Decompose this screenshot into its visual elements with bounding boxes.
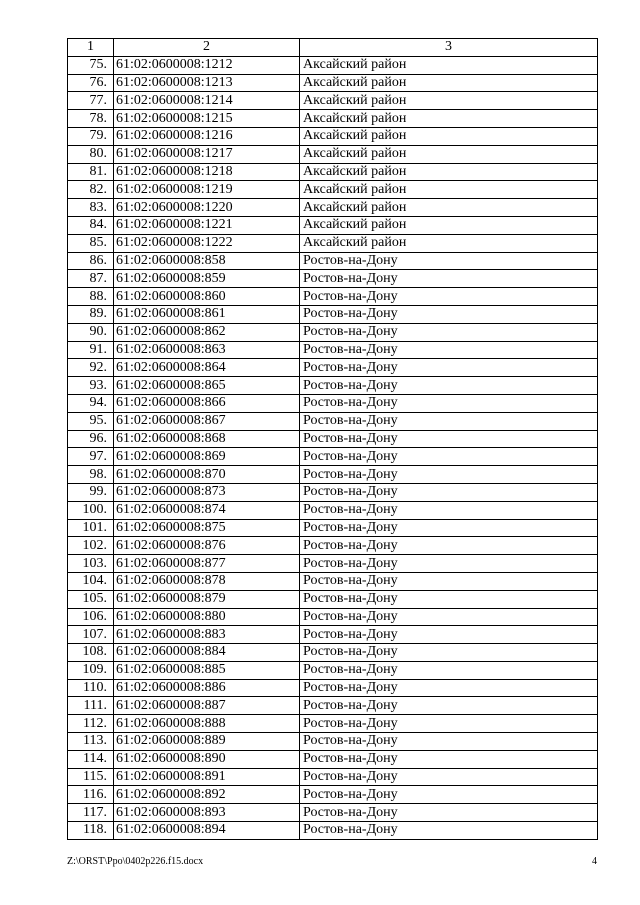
region-cell: Ростов-на-Дону — [300, 786, 598, 804]
table-row — [68, 430, 598, 448]
table-row — [68, 804, 598, 822]
cadastral-number-cell: 61:02:0600008:873 — [114, 483, 300, 501]
region-cell: Аксайский район — [300, 199, 598, 217]
table-row — [68, 733, 598, 751]
row-number-cell: 97. — [68, 448, 114, 466]
cadastral-number-cell: 61:02:0600008:874 — [114, 501, 300, 519]
table-row — [68, 572, 598, 590]
region-cell: Ростов-на-Дону — [300, 377, 598, 395]
table-row — [68, 252, 598, 270]
cadastral-number-cell: 61:02:0600008:1220 — [114, 199, 300, 217]
row-number-cell: 102. — [68, 537, 114, 555]
row-number-cell: 83. — [68, 199, 114, 217]
region-cell: Ростов-на-Дону — [300, 679, 598, 697]
region-cell: Ростов-на-Дону — [300, 288, 598, 306]
row-number-cell: 110. — [68, 679, 114, 697]
cadastral-number-cell: 61:02:0600008:886 — [114, 679, 300, 697]
row-number-cell: 115. — [68, 768, 114, 786]
cadastral-number-cell: 61:02:0600008:1216 — [114, 127, 300, 145]
cadastral-number-cell: 61:02:0600008:889 — [114, 733, 300, 751]
region-cell: Ростов-на-Дону — [300, 483, 598, 501]
table-row — [68, 288, 598, 306]
table-row — [68, 270, 598, 288]
cadastral-number-cell: 61:02:0600008:861 — [114, 305, 300, 323]
row-number-cell: 89. — [68, 305, 114, 323]
cadastral-number-cell: 61:02:0600008:1213 — [114, 74, 300, 92]
column-number-header: 1 — [68, 39, 114, 57]
cadastral-number-cell: 61:02:0600008:876 — [114, 537, 300, 555]
row-number-cell: 98. — [68, 466, 114, 484]
cadastral-number-cell: 61:02:0600008:860 — [114, 288, 300, 306]
region-cell: Ростов-на-Дону — [300, 590, 598, 608]
row-number-cell: 108. — [68, 644, 114, 662]
table-row — [68, 305, 598, 323]
cadastral-number-cell: 61:02:0600008:869 — [114, 448, 300, 466]
row-number-cell: 77. — [68, 92, 114, 110]
cadastral-number-cell: 61:02:0600008:883 — [114, 626, 300, 644]
table-row — [68, 626, 598, 644]
table-row — [68, 110, 598, 128]
table-row — [68, 697, 598, 715]
row-number-cell: 106. — [68, 608, 114, 626]
table-row — [68, 644, 598, 662]
table-row — [68, 127, 598, 145]
row-number-cell: 81. — [68, 163, 114, 181]
region-cell: Ростов-на-Дону — [300, 448, 598, 466]
cadastral-number-cell: 61:02:0600008:864 — [114, 359, 300, 377]
table-row — [68, 323, 598, 341]
row-number-cell: 94. — [68, 394, 114, 412]
cadastral-number-cell: 61:02:0600008:1217 — [114, 145, 300, 163]
cadastral-number-cell: 61:02:0600008:862 — [114, 323, 300, 341]
region-cell: Ростов-на-Дону — [300, 305, 598, 323]
row-number-cell: 111. — [68, 697, 114, 715]
table-row — [68, 448, 598, 466]
row-number-cell: 86. — [68, 252, 114, 270]
cadastral-number-cell: 61:02:0600008:1215 — [114, 110, 300, 128]
row-number-cell: 101. — [68, 519, 114, 537]
row-number-cell: 91. — [68, 341, 114, 359]
region-cell: Ростов-на-Дону — [300, 626, 598, 644]
cadastral-number-cell: 61:02:0600008:893 — [114, 804, 300, 822]
row-number-cell: 90. — [68, 323, 114, 341]
region-cell: Аксайский район — [300, 181, 598, 199]
row-number-cell: 96. — [68, 430, 114, 448]
row-number-cell: 104. — [68, 572, 114, 590]
table-row — [68, 483, 598, 501]
row-number-cell: 75. — [68, 56, 114, 74]
row-number-cell: 109. — [68, 661, 114, 679]
region-cell: Аксайский район — [300, 110, 598, 128]
region-cell: Ростов-на-Дону — [300, 768, 598, 786]
footer-file-path: Z:\ORST\Ppo\0402p226.f15.docx — [67, 856, 204, 867]
region-cell: Ростов-на-Дону — [300, 501, 598, 519]
row-number-cell: 113. — [68, 733, 114, 751]
table-row — [68, 412, 598, 430]
row-number-cell: 78. — [68, 110, 114, 128]
region-cell: Ростов-на-Дону — [300, 537, 598, 555]
column-cadastral-header: 2 — [114, 39, 300, 57]
cadastral-number-cell: 61:02:0600008:863 — [114, 341, 300, 359]
table-row — [68, 466, 598, 484]
table-row — [68, 163, 598, 181]
region-cell: Ростов-на-Дону — [300, 644, 598, 662]
cadastral-number-cell: 61:02:0600008:866 — [114, 394, 300, 412]
region-cell: Ростов-на-Дону — [300, 804, 598, 822]
cadastral-number-cell: 61:02:0600008:1222 — [114, 234, 300, 252]
cadastral-number-cell: 61:02:0600008:878 — [114, 572, 300, 590]
cadastral-number-cell: 61:02:0600008:879 — [114, 590, 300, 608]
row-number-cell: 95. — [68, 412, 114, 430]
table-row — [68, 608, 598, 626]
table-row — [68, 181, 598, 199]
table-row — [68, 750, 598, 768]
cadastral-number-cell: 61:02:0600008:884 — [114, 644, 300, 662]
cadastral-number-cell: 61:02:0600008:868 — [114, 430, 300, 448]
cadastral-number-cell: 61:02:0600008:892 — [114, 786, 300, 804]
row-number-cell: 80. — [68, 145, 114, 163]
row-number-cell: 79. — [68, 127, 114, 145]
footer-page-number: 4 — [592, 856, 597, 867]
table-row — [68, 786, 598, 804]
row-number-cell: 84. — [68, 216, 114, 234]
table-row — [68, 56, 598, 74]
table-row — [68, 679, 598, 697]
parcel-table — [67, 38, 598, 840]
region-cell: Ростов-на-Дону — [300, 359, 598, 377]
row-number-cell: 105. — [68, 590, 114, 608]
region-cell: Ростов-на-Дону — [300, 697, 598, 715]
cadastral-number-cell: 61:02:0600008:880 — [114, 608, 300, 626]
cadastral-number-cell: 61:02:0600008:888 — [114, 715, 300, 733]
table-row — [68, 519, 598, 537]
row-number-cell: 88. — [68, 288, 114, 306]
row-number-cell: 99. — [68, 483, 114, 501]
region-cell: Аксайский район — [300, 127, 598, 145]
cadastral-number-cell: 61:02:0600008:1218 — [114, 163, 300, 181]
row-number-cell: 117. — [68, 804, 114, 822]
region-cell: Ростов-на-Дону — [300, 430, 598, 448]
table-header-row — [68, 39, 598, 57]
table-row — [68, 216, 598, 234]
row-number-cell: 76. — [68, 74, 114, 92]
cadastral-number-cell: 61:02:0600008:891 — [114, 768, 300, 786]
table-row — [68, 555, 598, 573]
cadastral-number-cell: 61:02:0600008:865 — [114, 377, 300, 395]
row-number-cell: 93. — [68, 377, 114, 395]
region-cell: Аксайский район — [300, 163, 598, 181]
region-cell: Ростов-на-Дону — [300, 270, 598, 288]
region-cell: Ростов-на-Дону — [300, 572, 598, 590]
region-cell: Аксайский район — [300, 145, 598, 163]
cadastral-number-cell: 61:02:0600008:890 — [114, 750, 300, 768]
region-cell: Ростов-на-Дону — [300, 715, 598, 733]
cadastral-number-cell: 61:02:0600008:885 — [114, 661, 300, 679]
cadastral-number-cell: 61:02:0600008:870 — [114, 466, 300, 484]
row-number-cell: 107. — [68, 626, 114, 644]
region-cell: Аксайский район — [300, 92, 598, 110]
table-row — [68, 92, 598, 110]
region-cell: Ростов-на-Дону — [300, 466, 598, 484]
table-row — [68, 590, 598, 608]
row-number-cell: 114. — [68, 750, 114, 768]
cadastral-number-cell: 61:02:0600008:858 — [114, 252, 300, 270]
cadastral-number-cell: 61:02:0600008:877 — [114, 555, 300, 573]
table-row — [68, 74, 598, 92]
cadastral-number-cell: 61:02:0600008:1212 — [114, 56, 300, 74]
cadastral-number-cell: 61:02:0600008:867 — [114, 412, 300, 430]
table-row — [68, 145, 598, 163]
region-cell: Ростов-на-Дону — [300, 822, 598, 840]
table-row — [68, 501, 598, 519]
region-cell: Ростов-на-Дону — [300, 394, 598, 412]
row-number-cell: 85. — [68, 234, 114, 252]
table-row — [68, 768, 598, 786]
row-number-cell: 87. — [68, 270, 114, 288]
region-cell: Ростов-на-Дону — [300, 555, 598, 573]
region-cell: Ростов-на-Дону — [300, 341, 598, 359]
table-row — [68, 359, 598, 377]
row-number-cell: 92. — [68, 359, 114, 377]
region-cell: Аксайский район — [300, 234, 598, 252]
table-row — [68, 822, 598, 840]
region-cell: Аксайский район — [300, 74, 598, 92]
cadastral-number-cell: 61:02:0600008:875 — [114, 519, 300, 537]
column-region-header: 3 — [300, 39, 598, 57]
region-cell: Аксайский район — [300, 216, 598, 234]
row-number-cell: 100. — [68, 501, 114, 519]
region-cell: Ростов-на-Дону — [300, 323, 598, 341]
table-row — [68, 394, 598, 412]
row-number-cell: 82. — [68, 181, 114, 199]
region-cell: Ростов-на-Дону — [300, 252, 598, 270]
region-cell: Ростов-на-Дону — [300, 661, 598, 679]
region-cell: Ростов-на-Дону — [300, 519, 598, 537]
cadastral-number-cell: 61:02:0600008:887 — [114, 697, 300, 715]
region-cell: Ростов-на-Дону — [300, 608, 598, 626]
row-number-cell: 116. — [68, 786, 114, 804]
cadastral-number-cell: 61:02:0600008:894 — [114, 822, 300, 840]
region-cell: Ростов-на-Дону — [300, 733, 598, 751]
cadastral-number-cell: 61:02:0600008:859 — [114, 270, 300, 288]
row-number-cell: 112. — [68, 715, 114, 733]
region-cell: Аксайский район — [300, 56, 598, 74]
table-row — [68, 199, 598, 217]
table-row — [68, 234, 598, 252]
cadastral-number-cell: 61:02:0600008:1219 — [114, 181, 300, 199]
cadastral-number-cell: 61:02:0600008:1221 — [114, 216, 300, 234]
table-row — [68, 661, 598, 679]
region-cell: Ростов-на-Дону — [300, 412, 598, 430]
table-row — [68, 377, 598, 395]
table-row — [68, 341, 598, 359]
row-number-cell: 103. — [68, 555, 114, 573]
parcel-table-body — [68, 39, 598, 840]
region-cell: Ростов-на-Дону — [300, 750, 598, 768]
table-row — [68, 537, 598, 555]
row-number-cell: 118. — [68, 822, 114, 840]
cadastral-number-cell: 61:02:0600008:1214 — [114, 92, 300, 110]
table-row — [68, 715, 598, 733]
